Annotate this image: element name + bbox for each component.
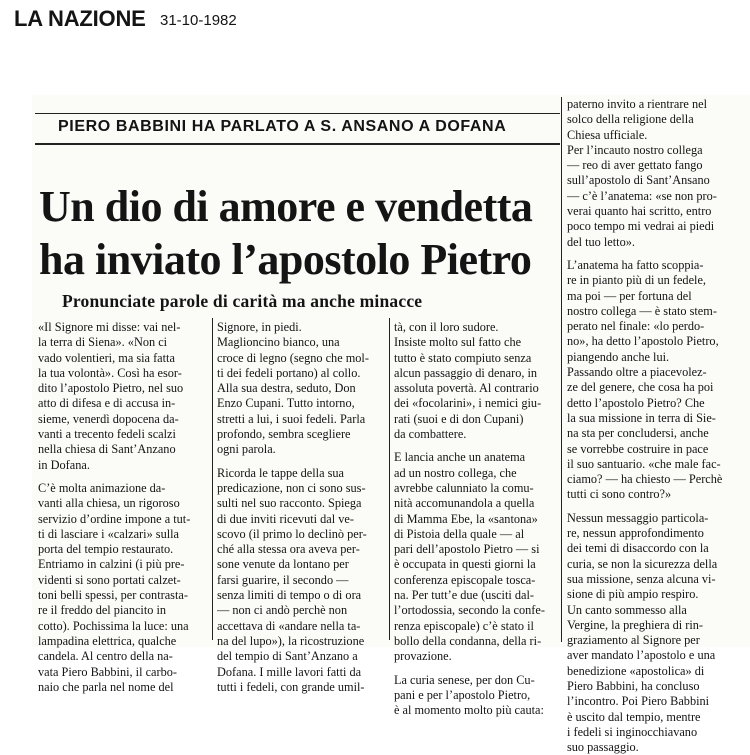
text-line: è al momento molto più cauta:: [394, 703, 544, 718]
text-line: ma poi — per fortuna del: [567, 288, 692, 303]
paragraph-gap: [394, 665, 560, 673]
text-line: la terra di Siena». «Non ci: [38, 335, 168, 350]
text-line: re in pianto più di un fedele,: [567, 273, 706, 288]
article-subtitle: Pronunciate parole di carità ma anche minacce: [62, 291, 423, 311]
text-line: Alla sua destra, seduto, Don: [217, 381, 356, 396]
text-line: dito l’apostolo Pietro, nel suo: [38, 381, 184, 396]
text-line: bollo della condanna, della ri-: [394, 633, 542, 648]
text-line: — c’è l’anatema: «se non pro-: [567, 188, 717, 203]
text-line: Signore, in piedi.: [217, 320, 302, 334]
text-line: ogni parola.: [217, 442, 276, 457]
text-line: sione di più ampio respiro.: [567, 587, 699, 602]
text-line: se vorrebbe costruire in pace: [567, 441, 709, 456]
text-line: di Mamma Ebe, la «santona»: [394, 511, 538, 526]
text-line: Un canto sommesso alla: [567, 602, 687, 617]
kicker: PIERO BABBINI HA PARLATO A S. ANSANO A DOFANA: [58, 118, 507, 135]
text-line: Piero Babbini, ha concluso: [567, 678, 700, 693]
text-line: naio che parla nel nome del: [38, 679, 174, 694]
text-line: sulti nel suo racconto. Spiega: [217, 496, 362, 511]
text-line: na sta per concludersi, anche: [567, 426, 709, 441]
text-line: nostro collega — è stato stem-: [567, 303, 717, 318]
text-line: sull’apostolo di Sant’Ansano: [567, 173, 710, 188]
text-line: ze del genere, che cosa ha poi: [567, 380, 714, 395]
text-line: na del lupo»), la ricostruzione: [217, 633, 365, 648]
text-line: dei temi di disaccordo con la: [567, 541, 709, 556]
text-line: cotto). Pochissima la luce: una: [38, 618, 189, 633]
text-line: l’ortodossia, secondo la confe-: [394, 603, 545, 618]
text-line: aver mandato l’apostolo e una: [567, 648, 716, 663]
text-line: sua missione, senza alcuna vi-: [567, 571, 716, 586]
text-line: curia, se non la sicurezza della: [567, 556, 718, 571]
text-line: croce di legno (segno che mol-: [217, 350, 369, 365]
text-line: paterno invito a rientrare nel: [567, 97, 707, 111]
text-line: verai quanto hai scritto, entro: [567, 204, 712, 219]
text-line: Passando oltre a piacevolez-: [567, 365, 707, 380]
paragraph-gap: [217, 458, 395, 466]
text-line: di Pistoia della quale — al: [394, 526, 525, 541]
text-line: ad un nostro collega, che: [394, 465, 517, 480]
text-line: sone venute da lontano per: [217, 557, 349, 572]
column-divider-1: [212, 318, 213, 640]
text-line: Vergine, la preghiera di rin-: [567, 617, 704, 632]
text-line: pari dell’apostolo Pietro — si: [394, 542, 540, 557]
text-line: atto di difesa e di accusa in-: [38, 396, 176, 411]
text-line: Entriamo in calzini (i più pre-: [38, 557, 185, 572]
article-title: [39, 180, 559, 286]
text-line: assoluta povertà. Al contrario: [394, 381, 539, 396]
kicker-top-rule: [35, 113, 560, 114]
text-line: vanti a trecento fedeli scalzi: [38, 427, 176, 442]
text-line: poco tempo mi vedrai ai piedi: [567, 219, 715, 234]
article-column-4: [567, 97, 745, 755]
text-line: dei «focolarini», i nemici giu-: [394, 396, 542, 411]
text-line: stretti a lui, i suoi fedeli. Parla: [217, 411, 366, 426]
text-line: ciamo? — ha chiesto — Perchè: [567, 472, 723, 487]
text-line: nella chiesa di Sant’Anzano: [38, 442, 176, 457]
text-line: del tuo letto».: [567, 234, 635, 249]
text-line: lampadina elettrica, qualche: [38, 633, 177, 648]
text-line: avrebbe calunniato la comu-: [394, 480, 534, 495]
text-line: — non ci andò perchè non: [217, 603, 348, 618]
text-line: E lancia anche un anatema: [394, 450, 526, 465]
text-line: profondo, sembra scegliere: [217, 427, 351, 442]
paragraph-gap: [394, 442, 560, 450]
text-line: senza limiti di tempo o di ora: [217, 588, 362, 603]
publication-date: 31-10-1982: [160, 12, 237, 29]
text-line: Insiste molto sul fatto che: [394, 335, 522, 350]
article-column-1: [38, 320, 208, 695]
text-line: tà, con il loro sudore.: [394, 320, 499, 334]
text-line: graziamento al Signore per: [567, 633, 700, 648]
text-line: da combattere.: [394, 427, 467, 442]
text-line: in Dofana.: [38, 457, 90, 472]
text-line: Maglioncino bianco, una: [217, 335, 340, 350]
text-line: conferenza episcopale tosca-: [394, 572, 536, 587]
text-line: del tempio di Sant’Anzano a: [217, 649, 358, 664]
text-line: Per l’incauto nostro collega: [567, 142, 703, 157]
text-line: è occupata in questi giorni la: [394, 557, 536, 572]
article-column-3: [394, 320, 560, 718]
text-line: predicazione, non ci sono sus-: [217, 480, 366, 495]
text-line: accettava di «andare nella ta-: [217, 618, 361, 633]
text-line: ché alla stessa ora aveva per-: [217, 542, 360, 557]
text-line: sieme, venerdì dopocena da-: [38, 411, 179, 426]
text-line: di due inviti ricevuti dal ve-: [217, 511, 354, 526]
paragraph-gap: [567, 250, 745, 258]
text-line: vata Piero Babbini, il carbo-: [38, 664, 177, 679]
text-line: vado volentieri, ma sia fatta: [38, 350, 175, 365]
text-line: videnti si sono portati calzet-: [38, 572, 181, 587]
newspaper-name: LA NAZIONE: [14, 6, 146, 31]
text-line: no», ha detto l’apostolo Pietro,: [567, 334, 719, 349]
text-line: ti dei fedeli portano) al collo.: [217, 365, 361, 380]
text-line: benedizione «apostolica» di: [567, 663, 705, 678]
text-line: ti di lasciare i «calzari» sulla: [38, 526, 180, 541]
text-line: scovo (il primo lo declinò per-: [217, 526, 367, 541]
text-line: re il freddo del piancito in: [38, 603, 167, 618]
text-line: na. Per tutt’e due (usciti dal-: [394, 588, 535, 603]
text-line: l’incontro. Poi Piero Babbini: [567, 694, 710, 709]
text-line: L’anatema ha fatto scoppia-: [567, 257, 704, 272]
text-line: detto l’apostolo Pietro? Che: [567, 395, 705, 410]
text-line: il suo santuario. «che male fac-: [567, 456, 721, 471]
text-line: i fedeli si inginocchiavano: [567, 724, 698, 739]
text-line: servizio d’ordine impone a tut-: [38, 511, 191, 526]
text-line: Enzo Cupani. Tutto intorno,: [217, 396, 355, 411]
text-line: farsi guarire, il secondo —: [217, 572, 349, 587]
column-divider-3: [561, 97, 562, 642]
title-line: Un dio di amore e vendetta: [39, 182, 533, 231]
text-line: la sua missione in terra di Sie-: [567, 410, 716, 425]
text-line: pani e per l’apostolo Pietro,: [394, 687, 531, 702]
text-line: nità accomunandola a quella: [394, 496, 535, 511]
text-line: tutti i fedeli, con grande umil-: [217, 679, 365, 694]
text-line: vanti alla chiesa, un rigoroso: [38, 496, 180, 511]
text-line: La curia senese, per don Cu-: [394, 672, 535, 687]
text-line: renza episcopale) c’è stato il: [394, 618, 534, 633]
text-line: Chiesa ufficiale.: [567, 127, 648, 142]
text-line: perato nel finale: «lo perdo-: [567, 319, 705, 334]
text-line: piangendo anche lui.: [567, 349, 670, 364]
text-line: solco della religione della: [567, 112, 694, 127]
text-line: alcun passaggio di denaro, in: [394, 365, 538, 380]
text-line: la tua volontà». Così ha esor-: [38, 365, 182, 380]
text-line: — reo di aver gettato fango: [567, 158, 703, 173]
text-line: toni belli spessi, per contrasta-: [38, 588, 188, 603]
text-line: Nessun messaggio particola-: [567, 510, 709, 525]
text-line: rati (suoi e di don Cupani): [394, 411, 524, 426]
text-line: è uscito dal tempio, mentre: [567, 709, 701, 724]
paragraph-gap: [38, 473, 208, 481]
title-line: ha inviato l’apostolo Pietro: [39, 235, 532, 284]
text-line: tutti ci sono contro?»: [567, 487, 672, 502]
article-column-2: [217, 320, 395, 695]
text-line: Dofana. I mille lavori fatti da: [217, 664, 362, 679]
text-line: porta del tempio restaurato.: [38, 542, 174, 557]
text-line: «Il Signore mi disse: vai nel-: [38, 320, 181, 334]
text-line: tutto è stato compiuto senza: [394, 350, 532, 365]
text-line: re, nessun approfondimento: [567, 526, 704, 541]
paragraph-gap: [567, 503, 745, 511]
text-line: Ricorda le tappe della sua: [217, 465, 345, 480]
text-line: C’è molta animazione da-: [38, 480, 166, 495]
kicker-bottom-rule: [35, 143, 560, 145]
text-line: suo passaggio.: [567, 740, 639, 755]
text-line: candela. Al centro della na-: [38, 649, 173, 664]
text-line: provazione.: [394, 649, 452, 664]
